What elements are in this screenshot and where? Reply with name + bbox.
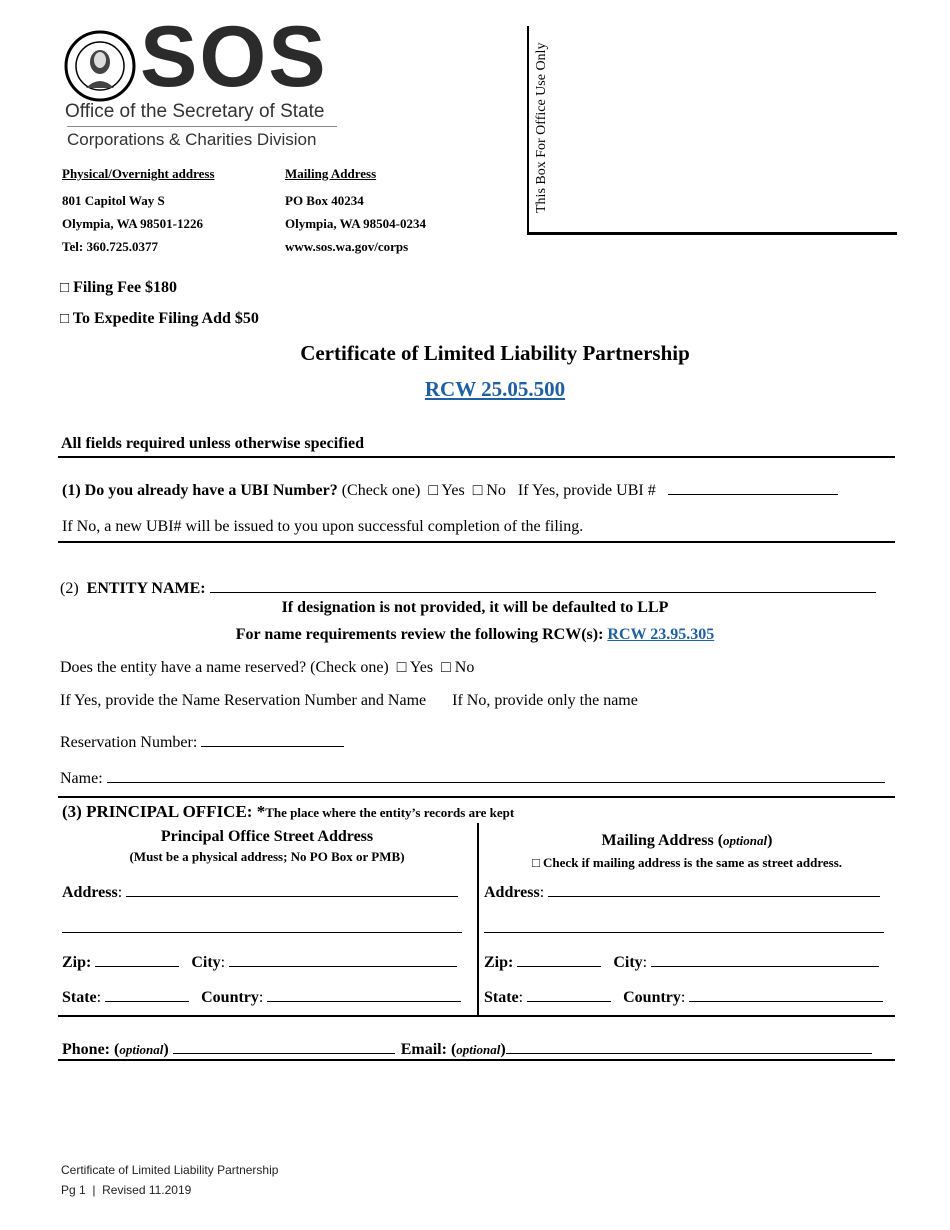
- logo-text: SOS: [140, 9, 328, 105]
- mailing-zip-label: Zip:: [484, 954, 514, 971]
- footer-page-info: Pg 1 | Revised 11.2019: [61, 1183, 192, 1197]
- street-address-title: Principal Office Street Address: [160, 828, 374, 845]
- reservation-if-no: If No, provide only the name: [452, 692, 638, 709]
- street-city-input[interactable]: [229, 950, 457, 967]
- footer-form-name: Certificate of Limited Liability Partnership: [61, 1163, 279, 1177]
- name-label: Name:: [60, 770, 103, 787]
- ubi-number-input[interactable]: [668, 478, 838, 495]
- physical-address-line: 801 Capitol Way S: [62, 193, 165, 208]
- state-seal-icon: [64, 30, 136, 102]
- reserved-yes-checkbox[interactable]: □ Yes: [396, 659, 434, 676]
- website: www.sos.wa.gov/corps: [285, 239, 409, 254]
- ubi-no-checkbox[interactable]: □ No: [472, 482, 506, 499]
- colon: :: [258, 989, 264, 1006]
- reservation-number-input[interactable]: [201, 730, 344, 747]
- street-address-line2-input[interactable]: [62, 932, 462, 933]
- street-city-label: City: [191, 954, 221, 971]
- mailing-zip-input[interactable]: [517, 950, 601, 967]
- mailing-country-label: Country: [623, 989, 681, 1006]
- office-use-label: This Box For Office Use Only: [534, 42, 549, 213]
- colon: :: [518, 989, 524, 1006]
- logo: [62, 9, 347, 150]
- mailing-address-line: PO Box 40234: [285, 193, 364, 208]
- principal-office-note: The place where the entity’s records are kept: [265, 805, 515, 820]
- entity-name-input[interactable]: [210, 576, 876, 593]
- reservation-if-yes: If Yes, provide the Name Reservation Number and Name: [60, 692, 427, 709]
- name-reserved-question: Does the entity have a name reserved? (Check one): [60, 659, 389, 676]
- phone-number: Tel: 360.725.0377: [62, 239, 158, 254]
- phone-label: Phone: (: [62, 1041, 120, 1058]
- street-address-input[interactable]: [126, 880, 458, 897]
- mailing-address-heading: Mailing Address: [285, 166, 377, 181]
- phone-input[interactable]: [173, 1037, 395, 1054]
- mailing-address-line: Olympia, WA 98504-0234: [285, 216, 426, 231]
- street-country-label: Country: [201, 989, 259, 1006]
- mailing-state-label: State: [484, 989, 519, 1006]
- mailing-state-input[interactable]: [527, 985, 611, 1002]
- ubi-yes-checkbox[interactable]: □ Yes: [428, 482, 465, 499]
- optional-label: optional: [119, 1042, 164, 1057]
- expedite-label: To Expedite Filing Add $50: [72, 310, 259, 327]
- same-address-checkbox[interactable]: □ Check if mailing address is the same as street address.: [531, 855, 843, 870]
- rcw-link[interactable]: RCW 25.05.500: [424, 377, 566, 401]
- colon: :: [96, 989, 102, 1006]
- name-input[interactable]: [107, 766, 885, 783]
- logo-divider: [67, 126, 337, 127]
- entity-name-label: ENTITY NAME:: [86, 580, 206, 597]
- column-divider: [477, 823, 479, 1016]
- street-address-label: Address: [62, 884, 118, 901]
- street-state-input[interactable]: [105, 985, 189, 1002]
- colon: :: [117, 884, 123, 901]
- expedite-checkbox[interactable]: □: [60, 311, 70, 327]
- principal-office-heading: (3) PRINCIPAL OFFICE: *: [62, 802, 266, 821]
- mailing-address-label: Address: [484, 884, 540, 901]
- reservation-number-label: Reservation Number:: [60, 734, 198, 751]
- mailing-country-input[interactable]: [689, 985, 883, 1002]
- name-requirements-link[interactable]: RCW 23.95.305: [607, 626, 715, 643]
- physical-address-heading: Physical/Overnight address: [62, 166, 215, 181]
- office-use-box: [527, 26, 897, 235]
- physical-address-line: Olympia, WA 98501-1226: [62, 216, 203, 231]
- paren: ): [163, 1041, 169, 1058]
- street-zip-label: Zip:: [62, 954, 92, 971]
- optional-label: optional: [723, 833, 768, 848]
- ubi-question: (1) Do you already have a UBI Number?: [62, 482, 338, 499]
- mailing-city-input[interactable]: [651, 950, 879, 967]
- street-state-label: State: [62, 989, 97, 1006]
- colon: :: [680, 989, 686, 1006]
- colon: :: [539, 884, 545, 901]
- ubi-if-yes-label: If Yes, provide UBI #: [517, 482, 656, 499]
- paren: ): [500, 1041, 506, 1058]
- mailing-address-input[interactable]: [548, 880, 880, 897]
- colon: :: [220, 954, 226, 971]
- colon: :: [642, 954, 648, 971]
- designation-note: If designation is not provided, it will be defaulted to LLP: [281, 599, 669, 616]
- mailing-city-label: City: [613, 954, 643, 971]
- filing-fee-label: Filing Fee $180: [73, 279, 178, 296]
- street-country-input[interactable]: [267, 985, 461, 1002]
- office-name: Office of the Secretary of State: [65, 101, 325, 122]
- ubi-note: If No, a new UBI# will be issued to you upon successful completion of the filing.: [62, 518, 584, 535]
- mailing-address-line2-input[interactable]: [484, 932, 884, 933]
- mailing-address-title: Mailing Address (: [601, 832, 724, 849]
- optional-label: optional: [456, 1042, 501, 1057]
- form-title: Certificate of Limited Liability Partnership: [300, 341, 690, 365]
- check-one-label: (Check one): [341, 482, 421, 499]
- entity-section-number: (2): [60, 580, 79, 597]
- name-requirements-label: For name requirements review the following RCW(s):: [235, 626, 604, 643]
- email-input[interactable]: [506, 1037, 872, 1054]
- reserved-no-checkbox[interactable]: □ No: [441, 659, 475, 676]
- paren: ): [767, 832, 773, 849]
- division-name: Corporations & Charities Division: [67, 130, 317, 149]
- email-label: Email: (: [400, 1041, 457, 1058]
- street-zip-input[interactable]: [95, 950, 179, 967]
- required-note: All fields required unless otherwise specified: [61, 435, 364, 452]
- street-address-subtitle: (Must be a physical address; No PO Box or PMB): [129, 849, 405, 864]
- filing-fee-checkbox[interactable]: □: [60, 280, 70, 296]
